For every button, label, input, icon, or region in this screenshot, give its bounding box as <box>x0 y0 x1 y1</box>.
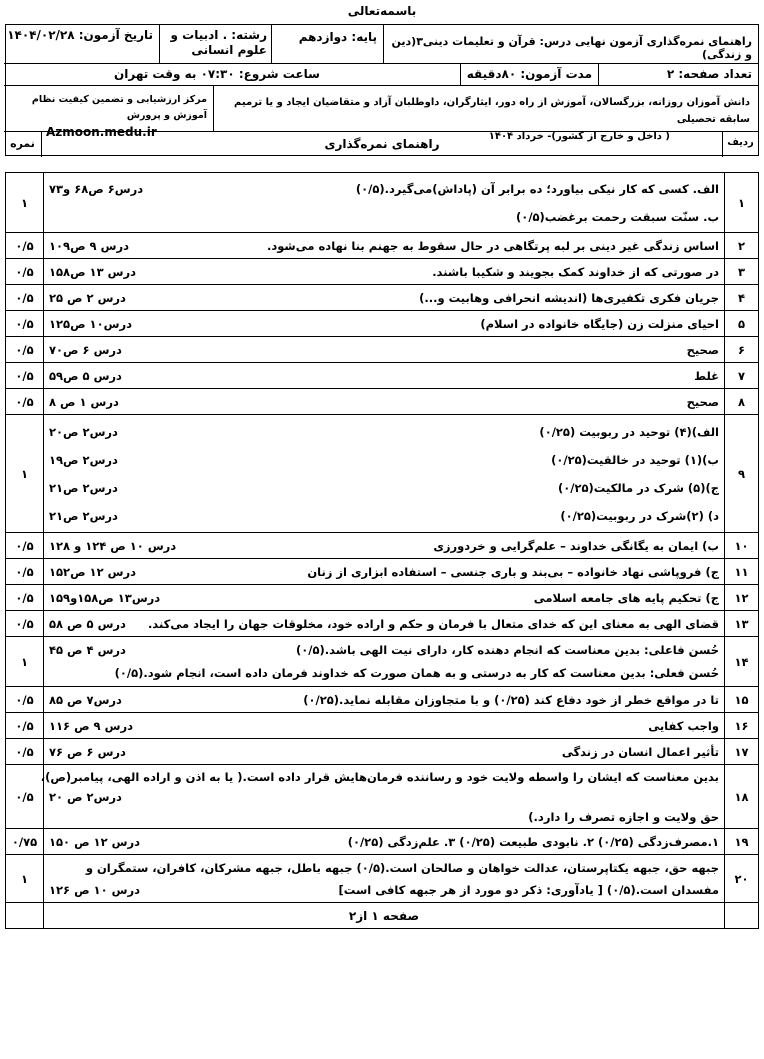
answer-text: ج)(۵) شرک در مالکیت(۰/۲۵) <box>558 480 719 495</box>
center-name: مرکز ارزشیابی و تضمین کیفیت نظام آموزش و پرورش <box>31 94 207 121</box>
answer-line <box>49 262 719 282</box>
field-line-2: علوم انسانی <box>191 43 267 57</box>
table-row <box>6 559 759 585</box>
row-number: ۵ <box>725 311 759 337</box>
answer-content <box>44 389 725 415</box>
answer-line <box>49 787 719 807</box>
answer-text: الف. کسی که کار نیکی بیاورد؛ ده برابر آن (پاداش)می‌گیرد.(۰/۵) <box>355 181 719 196</box>
answer-line <box>49 175 719 203</box>
row-number: ۴ <box>725 285 759 311</box>
answer-content <box>44 415 725 533</box>
table-row <box>6 389 759 415</box>
answer-text: احیای منزلت زن (جایگاه خانواده در اسلام) <box>480 316 719 331</box>
table-row <box>6 713 759 739</box>
row-score: ۰/۵ <box>6 765 44 829</box>
grade-label: پایه: دوازدهم <box>271 25 383 63</box>
answer-line <box>49 588 719 608</box>
table-row <box>6 173 759 233</box>
row-score: ۰/۵ <box>6 337 44 363</box>
answer-text: صحیح <box>686 394 719 409</box>
row-number: ۳ <box>725 259 759 285</box>
row-score: ۱ <box>6 415 44 533</box>
row-number: ۱۶ <box>725 713 759 739</box>
answer-line <box>49 502 719 530</box>
answer-line <box>49 446 719 474</box>
table-row <box>6 855 759 903</box>
answer-line <box>49 879 719 901</box>
row-number: ۲ <box>725 233 759 259</box>
row-number: ۲۰ <box>725 855 759 903</box>
answer-text: اساس زندگی غیر دینی بر لبه پرتگاهی در حال سقوط به جهنم بنا نهاده می‌شود. <box>266 238 719 253</box>
answer-text: صحیح <box>686 342 719 357</box>
answer-content <box>44 233 725 259</box>
lesson-reference: درس۲ ص۲۱ <box>49 480 118 495</box>
row-score: ۰/۵ <box>6 311 44 337</box>
answer-text: جریان فکری تکفیری‌ها (اندیشه انحرافی وهابیت و...) <box>419 290 719 305</box>
students-line-1: دانش آموزان روزانه، بزرگسالان، آموزش از راه دور، ایثارگران، داوطلبان آزاد و متقاضیان ایجاد و یا ترمیم سابقه تحصیلی <box>234 97 750 125</box>
answer-text: مفسدان است.(۰/۵) [ یادآوری: ذکر دو مورد از هر جبهه کافی است] <box>338 882 719 897</box>
table-row <box>6 337 759 363</box>
answer-text: ب) ایمان به یگانگی خداوند – علم‌گرایی و خردورزی <box>433 538 719 553</box>
lesson-reference: درس۱۰ ص۱۲۵ <box>49 316 132 331</box>
row-score: ۰/۵ <box>6 259 44 285</box>
answer-content <box>44 173 725 233</box>
answer-line <box>49 366 719 386</box>
table-row <box>6 415 759 533</box>
field-line-1: رشته: . ادبیات و <box>170 28 267 42</box>
answer-line <box>49 857 719 879</box>
lesson-reference: درس۲ ص۱۹ <box>49 452 118 467</box>
table-row <box>6 637 759 687</box>
field-label <box>159 25 271 63</box>
answer-line <box>49 716 719 736</box>
start-time: ساعت شروع: ۰۷:۳۰ به وقت تهران <box>4 63 460 85</box>
answer-text: تا در مواقع خطر از خود دفاع کند (۰/۲۵) و با متجاوزان مقابله نماید.(۰/۲۵) <box>303 692 719 707</box>
row-score: ۰/۵ <box>6 739 44 765</box>
row-number: ۱۵ <box>725 687 759 713</box>
answer-content <box>44 311 725 337</box>
lesson-reference: درس ۶ ص۷۰ <box>49 342 122 357</box>
answer-line <box>49 690 719 710</box>
answer-line <box>49 536 719 556</box>
lesson-reference: درس۲ ص۲۱ <box>49 508 118 523</box>
lesson-reference: درس ۱۰ ص ۱۲۴ و ۱۲۸ <box>49 538 177 553</box>
exam-header <box>5 24 759 156</box>
lesson-reference: درس ۱۲ ص ۱۵۰ <box>49 834 140 849</box>
col-guide-header: راهنمای نمره‌گذاری <box>41 131 722 157</box>
row-score: ۱ <box>6 637 44 687</box>
row-score: ۰/۵ <box>6 687 44 713</box>
answer-content <box>44 533 725 559</box>
lesson-reference: درس۷ ص ۸۵ <box>49 692 122 707</box>
page-count: تعداد صفحه: ۲ <box>598 63 758 85</box>
answer-content <box>44 637 725 687</box>
row-number: ۶ <box>725 337 759 363</box>
page-footer: صفحه ۱ از۲ <box>44 903 725 929</box>
answer-line <box>49 742 719 762</box>
table-row <box>6 233 759 259</box>
answer-content <box>44 285 725 311</box>
lesson-reference: درس ۱۲ ص۱۵۲ <box>49 564 136 579</box>
row-number: ۸ <box>725 389 759 415</box>
lesson-reference: درس۱۳ ص۱۵۸و۱۵۹ <box>49 590 161 605</box>
answer-line <box>49 418 719 446</box>
answer-content <box>44 713 725 739</box>
lesson-reference: درس ۴ ص ۴۵ <box>49 643 126 657</box>
row-number: ۱ <box>725 173 759 233</box>
row-number: ۱۸ <box>725 765 759 829</box>
table-row <box>6 687 759 713</box>
row-score: ۱ <box>6 173 44 233</box>
students-info <box>213 85 758 142</box>
answer-table <box>5 172 759 929</box>
answer-line <box>49 288 719 308</box>
lesson-reference: درس ۱۰ ص ۱۲۶ <box>49 882 140 897</box>
answer-content <box>44 829 725 855</box>
guide-title: راهنمای نمره‌گذاری آزمون نهایی درس: قرآن و تعلیمات دینی۳(دین و زندگی) <box>383 25 758 63</box>
lesson-reference: درس ۱ ص ۸ <box>49 394 119 409</box>
row-number: ۱۰ <box>725 533 759 559</box>
lesson-reference: درس ۵ ص۵۹ <box>49 368 122 383</box>
answer-line <box>40 767 719 787</box>
answer-content <box>40 765 725 829</box>
table-row <box>6 585 759 611</box>
row-score: ۰/۵ <box>6 233 44 259</box>
answer-text: تأثیر اعمال انسان در زندگی <box>561 744 719 759</box>
answer-text: ب)(۱) توحید در خالقیت(۰/۲۵) <box>551 452 719 467</box>
website: Azmoon.medu.ir <box>46 125 157 139</box>
row-number: ۱۲ <box>725 585 759 611</box>
answer-content <box>44 337 725 363</box>
row-score: ۰/۵ <box>6 363 44 389</box>
lesson-reference: درس۶ ص۶۸ و۷۳ <box>49 181 144 196</box>
answer-content <box>44 855 725 903</box>
answer-line <box>49 236 719 256</box>
answer-content <box>44 363 725 389</box>
answer-text: در صورتی که از خداوند کمک بجویند و شکیبا باشند. <box>432 264 719 279</box>
table-row <box>6 259 759 285</box>
row-number: ۱۹ <box>725 829 759 855</box>
lesson-reference: درس ۱۳ ص۱۵۸ <box>49 264 136 279</box>
footer-empty-cell <box>6 903 44 929</box>
footer-empty-cell <box>725 903 759 929</box>
table-row <box>6 611 759 637</box>
row-score: ۰/۷۵ <box>6 829 44 855</box>
answer-content <box>44 559 725 585</box>
answer-text: الف)(۴) توحید در ربوبیت (۰/۲۵) <box>539 424 719 439</box>
row-number: ۹ <box>725 415 759 533</box>
answer-content <box>44 611 725 637</box>
table-row <box>6 311 759 337</box>
answer-line <box>49 340 719 360</box>
lesson-reference: درس ۲ ص ۲۵ <box>49 290 126 305</box>
answer-line <box>49 614 719 634</box>
answer-line <box>49 832 719 852</box>
answer-text: قضای الهی به معنای این که خدای متعال با فرمان و حکم و اراده خود، مخلوقات جهان را ایجاد می‌کند. <box>147 616 719 631</box>
lesson-reference: درس ۵ ص ۵۸ <box>49 616 126 631</box>
row-score: ۰/۵ <box>6 611 44 637</box>
answer-content <box>44 739 725 765</box>
answer-text: ۱.مصرف‌زدگی (۰/۲۵) ۲. نابودی طبیعت (۰/۲۵) ۳. علم‌زدگی (۰/۲۵) <box>347 834 719 849</box>
lesson-reference: درس۲ ص۲۰ <box>49 424 118 439</box>
answer-line <box>49 662 719 685</box>
lesson-reference: درس۲ ص ۲۰ <box>49 789 122 804</box>
answer-line <box>49 314 719 334</box>
lesson-reference: درس ۶ ص ۷۶ <box>49 744 126 759</box>
answer-text: حُسن فعلی: بدین معناست که کار به درستی و به همان صورت که خداوند فرمان داده است، انجام شود.(۰/۵) <box>114 666 719 680</box>
answer-text: جبهه حق، جبهه یکتاپرستان، عدالت خواهان و صالحان است.(۰/۵) جبهه باطل، جبهه مشرکان، کافران، ستمگران و <box>85 860 719 875</box>
answer-line <box>49 203 719 231</box>
answer-text: ج) فروپاشی نهاد خانواده – بی‌بند و باری جنسی – استفاده ابزاری از زنان <box>307 564 719 579</box>
answer-text: د) (۲)شرک در ربوبیت(۰/۲۵) <box>560 508 719 523</box>
row-number: ۱۴ <box>725 637 759 687</box>
answer-text: ب. سنّت سبقت رحمت برغضب(۰/۵) <box>516 209 719 224</box>
table-row <box>6 533 759 559</box>
table-row <box>6 765 759 829</box>
lesson-reference: درس ۹ ص ۱۱۶ <box>49 718 133 733</box>
answer-line <box>49 639 719 662</box>
lesson-reference: درس ۹ ص۱۰۹ <box>49 238 129 253</box>
row-score: ۰/۵ <box>6 559 44 585</box>
table-row <box>6 829 759 855</box>
duration: مدت آزمون: ۸۰دقیقه <box>460 63 598 85</box>
answer-text: حق ولایت و اجازه تصرف را دارد.) <box>528 809 719 824</box>
row-number: ۷ <box>725 363 759 389</box>
answer-line <box>49 562 719 582</box>
row-score: ۰/۵ <box>6 533 44 559</box>
bismillah-title: باسمه‌تعالی <box>347 4 417 18</box>
answer-text: بدین معناست که ایشان را واسطه ولایت خود و رساننده فرمان‌هایش قرار داده است.( یا به اذن و اراده الهی، پیامبر(ص)، <box>40 769 719 784</box>
exam-date: تاریخ آزمون: ۱۴۰۴/۰۲/۲۸ <box>7 28 153 42</box>
row-score: ۱ <box>6 855 44 903</box>
answer-text: حُسن فاعلی: بدین معناست که انجام دهنده کار، دارای نیت الهی باشد.(۰/۵) <box>295 643 719 657</box>
table-row <box>6 739 759 765</box>
row-score: ۰/۵ <box>6 389 44 415</box>
row-number: ۱۱ <box>725 559 759 585</box>
col-row-header: ردیف <box>722 131 758 157</box>
answer-content <box>44 585 725 611</box>
row-score: ۰/۵ <box>6 713 44 739</box>
center-info <box>4 85 213 139</box>
table-row <box>6 285 759 311</box>
answer-line <box>49 474 719 502</box>
row-number: ۱۳ <box>725 611 759 637</box>
answer-text: غلط <box>694 368 719 383</box>
row-number: ۱۷ <box>725 739 759 765</box>
col-score-header: نمره <box>4 131 41 157</box>
table-row <box>6 363 759 389</box>
row-score: ۰/۵ <box>6 285 44 311</box>
answer-text: واجب کفایی <box>648 718 719 733</box>
answer-line <box>49 807 719 827</box>
answer-content <box>44 687 725 713</box>
answer-content <box>44 259 725 285</box>
students-line-2: ( داخل و خارج از کشور)- خرداد ۱۴۰۴ <box>488 131 670 142</box>
row-score: ۰/۵ <box>6 585 44 611</box>
footer-row <box>6 903 759 929</box>
answer-text: ج) تحکیم پایه های جامعه اسلامی <box>533 590 719 605</box>
answer-line <box>49 392 719 412</box>
